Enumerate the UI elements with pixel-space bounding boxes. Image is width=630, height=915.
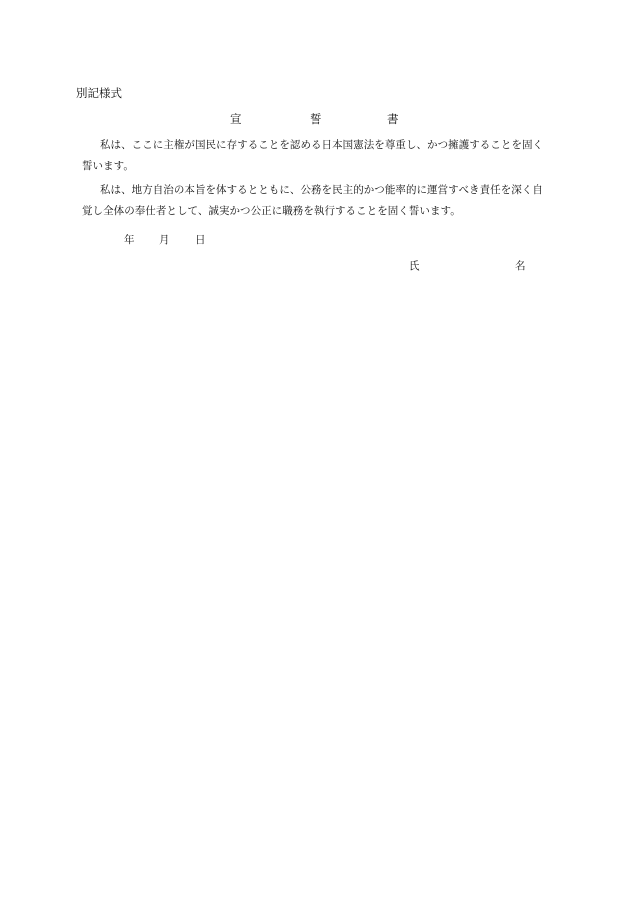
paragraph-constitution: 私は、ここに主権が国民に存することを認める日本国憲法を尊重し、かつ擁護することを固く誓います。 [82, 139, 544, 172]
title-char-3: 書 [387, 112, 399, 126]
name-label-given: 名 [515, 260, 526, 272]
title-char-2: 誓 [310, 112, 322, 126]
paragraph-public-service: 私は、地方自治の本旨を体するとともに、公務を民主的かつ能率的に運営すべき責任を深く自覚し全体の奉仕者として、誠実かつ公正に職務を執行することを固く誓います。 [82, 184, 543, 217]
name-label-surname: 氏 [409, 260, 420, 272]
date-year-label: 年 [124, 234, 135, 246]
title-char-1: 宣 [230, 112, 242, 126]
date-day-label: 日 [195, 234, 206, 246]
date-month-label: 月 [159, 234, 170, 246]
form-label: 別記様式 [76, 86, 122, 100]
